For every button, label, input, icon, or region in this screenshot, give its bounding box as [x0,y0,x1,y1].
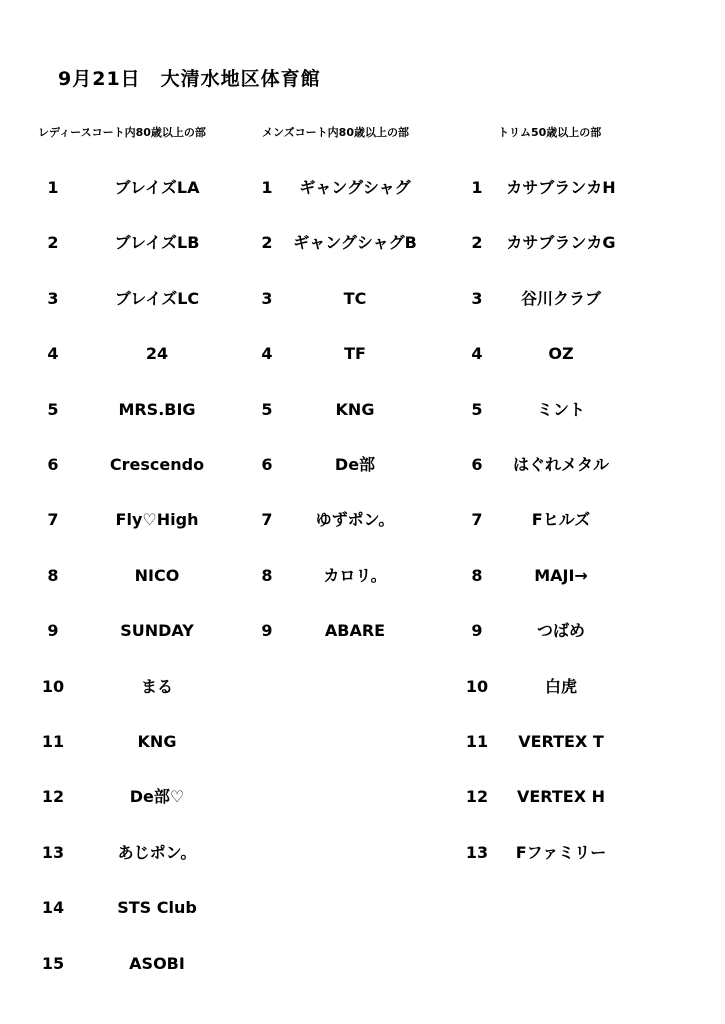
entry-team-name: Crescendo [109,455,205,474]
entry-row-ladies [38,730,248,754]
entry-row-ladies [38,453,248,477]
entry-row-ladies [38,287,248,311]
entry-team-name: カサブランカG [506,233,616,252]
entry-row-ladies [38,398,248,422]
entry-row-trim [462,785,682,809]
entry-row-ladies [38,231,248,255]
entry-number: 6 [47,455,59,474]
entry-row-ladies [38,675,248,699]
entry-row-trim [462,841,682,865]
entry-row-mens [252,231,462,255]
entry-number: 12 [41,787,65,806]
entry-team-name: OZ [548,344,574,363]
column-header-ladies: レディースコート内80歳以上の部 [38,126,206,139]
entry-number: 11 [465,732,489,751]
entry-number: 4 [47,344,59,363]
entry-team-name: はぐれメタル [512,455,609,474]
entry-team-name: ゆずポン。 [315,510,395,529]
entry-team-name: TC [343,289,367,308]
entry-number: 11 [41,732,65,751]
entry-team-name: 24 [145,344,169,363]
entry-number: 13 [465,843,489,862]
entry-number: 1 [471,178,483,197]
entry-number: 5 [471,400,483,419]
entry-row-mens [252,287,462,311]
page-title: 9月21日 大清水地区体育館 [58,68,321,90]
entry-team-name: ブレイズLA [114,178,200,197]
entry-number: 10 [465,677,489,696]
entry-number: 2 [47,233,59,252]
entry-number: 13 [41,843,65,862]
entry-number: 9 [47,621,59,640]
entry-number: 5 [261,400,273,419]
entry-number: 7 [471,510,483,529]
column-header-mens: メンズコート内80歳以上の部 [262,126,409,139]
entry-number: 8 [471,566,483,585]
entry-row-mens [252,453,462,477]
entry-number: 5 [47,400,59,419]
entry-row-ladies [38,342,248,366]
entry-row-ladies [38,952,248,976]
entry-team-name: Fly♡High [115,510,199,529]
entry-row-ladies [38,896,248,920]
entry-team-name: De部♡ [129,787,185,806]
entry-number: 4 [261,344,273,363]
entry-team-name: ギャングシャグ [299,178,411,197]
entry-team-name: Fファミリー [515,843,607,862]
entry-number: 12 [465,787,489,806]
entry-team-name: カサブランカH [506,178,616,197]
entry-team-name: あじポン。 [117,843,197,862]
entry-number: 1 [47,178,59,197]
entry-row-trim [462,398,682,422]
entry-row-ladies [38,564,248,588]
entry-team-name: TF [344,344,366,363]
entry-team-name: 谷川クラブ [520,289,601,308]
entry-number: 8 [261,566,273,585]
entry-number: 6 [261,455,273,474]
entry-number: 2 [471,233,483,252]
entry-number: 3 [261,289,273,308]
entry-number: 15 [41,954,65,973]
entry-row-ladies [38,785,248,809]
entry-row-trim [462,176,682,200]
entry-number: 9 [471,621,483,640]
entry-team-name: ギャングシャグB [293,233,417,252]
entry-team-name: STS Club [117,898,197,917]
entry-row-trim [462,730,682,754]
entry-team-name: SUNDAY [120,621,194,640]
entry-number: 3 [47,289,59,308]
entry-row-mens [252,564,462,588]
entry-number: 1 [261,178,273,197]
entry-row-trim [462,675,682,699]
entry-number: 4 [471,344,483,363]
entry-row-mens [252,342,462,366]
entry-row-trim [462,453,682,477]
entry-team-name: MRS.BIG [118,400,196,419]
entry-team-name: VERTEX T [518,732,604,751]
entry-team-name: つばめ [536,621,585,640]
entry-number: 9 [261,621,273,640]
entry-number: 10 [41,677,65,696]
entry-team-name: まる [140,677,173,696]
entry-number: 6 [471,455,483,474]
entry-number: 7 [47,510,59,529]
entry-row-mens [252,508,462,532]
entry-team-name: NICO [134,566,180,585]
entry-team-name: カロリ。 [323,566,387,585]
entry-row-ladies [38,841,248,865]
entry-row-trim [462,287,682,311]
entry-row-trim [462,564,682,588]
entry-row-trim [462,508,682,532]
entry-team-name: KNG [137,732,177,751]
entry-row-trim [462,619,682,643]
entry-team-name: MAJI→ [534,566,588,585]
entry-row-trim [462,231,682,255]
entry-number: 2 [261,233,273,252]
entry-number: 8 [47,566,59,585]
entry-team-name: VERTEX H [516,787,606,806]
entry-number: 3 [471,289,483,308]
entry-row-trim [462,342,682,366]
entry-number: 14 [41,898,65,917]
column-header-trim: トリム50歳以上の部 [498,126,602,139]
entry-team-name: ブレイズLB [114,233,200,252]
entry-team-name: ASOBI [129,954,185,973]
entry-team-name: KNG [335,400,375,419]
entry-team-name: 白虎 [544,677,577,696]
entry-row-ladies [38,619,248,643]
entry-team-name: ミント [536,400,585,419]
entry-row-mens [252,398,462,422]
entry-number: 7 [261,510,273,529]
entry-team-name: ABARE [324,621,386,640]
entry-team-name: ブレイズLC [114,289,200,308]
entry-team-name: Fヒルズ [531,510,591,529]
entry-row-mens [252,619,462,643]
entry-team-name: De部 [334,455,376,474]
entry-row-mens [252,176,462,200]
entry-row-ladies [38,176,248,200]
entry-row-ladies [38,508,248,532]
